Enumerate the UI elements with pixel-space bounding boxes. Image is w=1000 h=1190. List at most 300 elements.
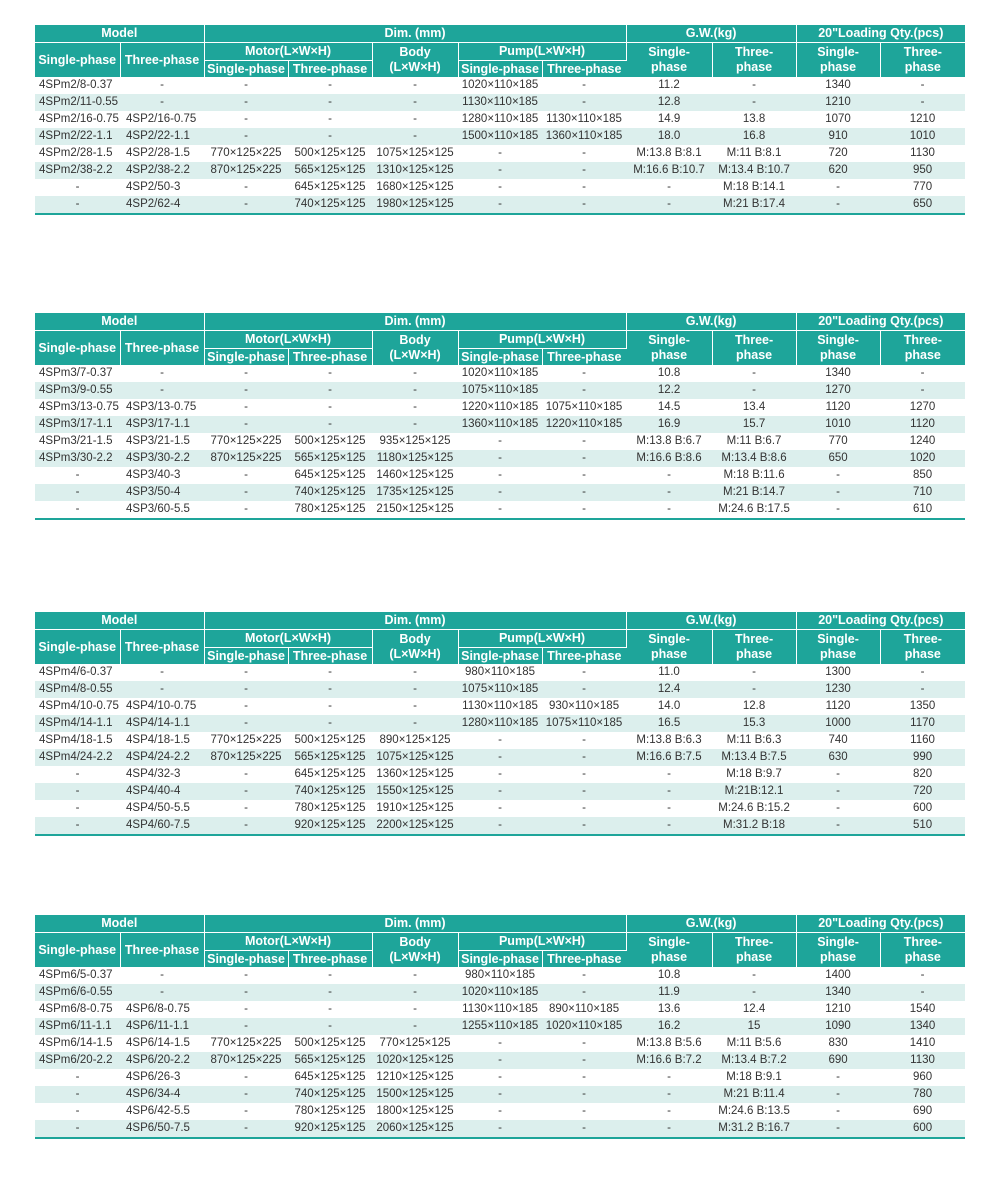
cell-gw-three-phase: 12.4 (742, 1003, 766, 1015)
cell-loading-single-phase: 1230 (796, 681, 880, 698)
cell-gw-single-phase: - (626, 817, 712, 835)
header-motor-single-phase: Single-phase (204, 951, 288, 968)
header-text-line: phase (904, 348, 941, 362)
cell-gw-three-phase: - (752, 969, 756, 981)
header-dim: Dim. (mm) (204, 915, 626, 933)
table-row (35, 1001, 965, 1018)
cell-single-phase-model: 4SPm2/38-2.2 (35, 162, 120, 179)
cell-body-dim: 1075×125×125 (376, 147, 454, 159)
cell-gw-three-phase: - (752, 666, 756, 678)
cell-single-phase-model: 4SPm4/14-1.1 (35, 715, 120, 732)
table-row (35, 365, 965, 382)
cell-pump-three-phase: - (582, 969, 586, 981)
cell-body-dim: - (372, 984, 458, 1001)
cell-gw-single-phase: 14.0 (657, 700, 681, 712)
cell-single-phase-model: - (35, 817, 120, 835)
spec-table-4sp2 (35, 25, 965, 215)
cell-loading-three-phase: 950 (880, 162, 965, 179)
header-model: Model (35, 25, 204, 43)
header-text-line: Single- (817, 333, 859, 347)
cell-loading-single-phase: - (796, 484, 880, 501)
cell-loading-single-phase: 1070 (825, 113, 851, 125)
cell-pump-single-phase: 1075×110×185 (458, 681, 542, 698)
cell-body-dim: 1460×125×125 (376, 469, 454, 481)
cell-pump-single-phase: 1255×110×185 (458, 1018, 542, 1035)
cell-single-phase-model: 4SPm3/17-1.1 (35, 416, 120, 433)
cell-motor-single-phase: - (204, 196, 288, 214)
header-motor-single-phase: Single-phase (204, 61, 288, 78)
cell-pump-three-phase: 1220×110×185 (542, 416, 626, 433)
cell-loading-single-phase: 630 (796, 749, 880, 766)
header-motor-three-phase: Three-phase (288, 61, 372, 78)
cell-loading-single-phase: 620 (796, 162, 880, 179)
cell-pump-three-phase: - (542, 484, 626, 501)
table-row (35, 128, 965, 145)
header-pump-single-phase: Single-phase (458, 648, 542, 665)
cell-single-phase-model: 4SPm4/10-0.75 (39, 700, 119, 712)
table-row (35, 817, 965, 835)
cell-loading-single-phase: 1300 (825, 666, 851, 678)
table-row (35, 77, 965, 94)
cell-single-phase-model: 4SPm3/30-2.2 (35, 450, 120, 467)
cell-three-phase-model: 4SP6/50-7.5 (120, 1120, 204, 1138)
cell-loading-three-phase: 1170 (880, 715, 965, 732)
cell-pump-three-phase: - (542, 1086, 626, 1103)
cell-pump-single-phase: 1075×110×185 (458, 382, 542, 399)
cell-loading-single-phase: - (796, 196, 880, 214)
cell-pump-three-phase: - (582, 768, 586, 780)
cell-gw-three-phase: M:24.6 B:13.5 (718, 1105, 790, 1117)
cell-pump-single-phase: - (458, 196, 542, 214)
cell-gw-three-phase: M:18 B:9.7 (726, 768, 782, 780)
cell-loading-single-phase: 830 (828, 1037, 848, 1049)
cell-three-phase-model: 4SP3/17-1.1 (120, 416, 204, 433)
cell-loading-single-phase: 1210 (796, 94, 880, 111)
cell-three-phase-model: - (120, 382, 204, 399)
cell-loading-three-phase: 1350 (909, 700, 936, 712)
header-body (372, 933, 458, 968)
spec-table-4sp3 (35, 313, 965, 520)
header-model-three-phase: Three-phase (120, 43, 204, 78)
table-row (35, 732, 965, 749)
cell-three-phase-model: - (160, 79, 164, 91)
cell-pump-single-phase: - (498, 147, 502, 159)
header-motor: Motor(L×W×H) (204, 331, 372, 349)
cell-pump-three-phase: - (542, 783, 626, 800)
header-dim: Dim. (mm) (204, 313, 626, 331)
cell-loading-three-phase: 1160 (910, 734, 935, 746)
header-model-single-phase: Single-phase (35, 43, 120, 78)
cell-loading-single-phase: - (836, 181, 840, 193)
cell-motor-three-phase: 565×125×125 (288, 162, 372, 179)
cell-body-dim: 1735×125×125 (372, 484, 458, 501)
table-body (35, 77, 965, 214)
table-row (35, 1018, 965, 1035)
cell-loading-three-phase: 1540 (909, 1003, 936, 1015)
header-loading: 20"Loading Qty.(pcs) (796, 612, 965, 630)
cell-motor-single-phase: - (204, 1018, 288, 1035)
cell-motor-three-phase: - (288, 1018, 372, 1035)
cell-body-dim: - (413, 401, 417, 413)
cell-single-phase-model: 4SPm4/8-0.55 (35, 681, 120, 698)
cell-loading-three-phase: - (920, 969, 925, 981)
cell-gw-three-phase: - (752, 79, 756, 91)
table-row (35, 984, 965, 1001)
cell-loading-three-phase: 690 (912, 1105, 933, 1117)
cell-pump-single-phase: 1130×110×185 (462, 700, 538, 712)
cell-loading-single-phase: - (836, 469, 840, 481)
cell-pump-single-phase: - (498, 1105, 502, 1117)
cell-gw-single-phase: 11.2 (658, 79, 680, 91)
cell-gw-single-phase: 12.2 (626, 382, 712, 399)
cell-single-phase-model: 4SPm3/7-0.37 (39, 367, 113, 379)
header-text-line: Body (399, 45, 431, 59)
cell-gw-single-phase: - (626, 196, 712, 214)
cell-body-dim: 1210×125×125 (376, 1071, 454, 1083)
cell-motor-three-phase: - (288, 94, 372, 111)
cell-pump-three-phase: - (582, 147, 586, 159)
cell-motor-three-phase: - (288, 416, 372, 433)
cell-gw-single-phase: 12.8 (626, 94, 712, 111)
table-row (35, 399, 965, 416)
cell-loading-three-phase: 1340 (880, 1018, 965, 1035)
header-motor: Motor(L×W×H) (204, 43, 372, 61)
table-body (35, 365, 965, 519)
cell-pump-three-phase: - (582, 802, 586, 814)
table-row (35, 1035, 965, 1052)
cell-motor-three-phase: 500×125×125 (294, 147, 366, 159)
cell-gw-single-phase: M:13.8 B:6.3 (636, 734, 702, 746)
cell-loading-single-phase: 690 (796, 1052, 880, 1069)
cell-body-dim: - (372, 715, 458, 732)
cell-body-dim: 1180×125×125 (372, 450, 458, 467)
cell-pump-single-phase: - (458, 1120, 542, 1138)
cell-motor-single-phase: - (204, 1086, 288, 1103)
header-text-line: Three- (903, 45, 942, 59)
cell-gw-single-phase: 11.9 (626, 984, 712, 1001)
cell-motor-three-phase: - (328, 401, 332, 413)
cell-loading-single-phase: 1010 (796, 416, 880, 433)
cell-motor-single-phase: - (244, 1071, 248, 1083)
cell-body-dim: - (413, 367, 417, 379)
header-loading-three-phase (880, 630, 965, 665)
cell-motor-single-phase: 870×125×225 (204, 749, 288, 766)
header-text-line: Three- (734, 333, 774, 347)
cell-loading-single-phase: 1340 (825, 79, 851, 91)
header-pump-single-phase: Single-phase (458, 61, 542, 78)
cell-pump-single-phase: - (458, 783, 542, 800)
header-model-single-phase: Single-phase (35, 630, 120, 665)
header-motor: Motor(L×W×H) (204, 933, 372, 951)
cell-pump-three-phase: - (542, 501, 626, 519)
cell-three-phase-model: 4SP2/22-1.1 (120, 128, 204, 145)
table-row (35, 162, 965, 179)
cell-motor-three-phase: 500×125×125 (294, 1037, 366, 1049)
cell-three-phase-model: 4SP3/50-4 (120, 484, 204, 501)
cell-pump-single-phase: - (458, 749, 542, 766)
cell-single-phase-model: 4SPm6/14-1.5 (39, 1037, 113, 1049)
header-body (372, 630, 458, 665)
cell-motor-single-phase: - (204, 984, 288, 1001)
cell-pump-three-phase: - (542, 162, 626, 179)
header-text-line: Single- (817, 935, 859, 949)
cell-motor-three-phase: - (328, 113, 332, 125)
cell-single-phase-model: 4SPm2/8-0.37 (39, 79, 113, 91)
cell-body-dim: 1500×125×125 (372, 1086, 458, 1103)
header-loading: 20"Loading Qty.(pcs) (796, 915, 965, 933)
cell-three-phase-model: 4SP6/20-2.2 (120, 1052, 204, 1069)
table-row (35, 433, 965, 450)
cell-pump-single-phase: 1020×110×185 (458, 984, 542, 1001)
cell-single-phase-model: 4SPm2/22-1.1 (35, 128, 120, 145)
header-pump: Pump(L×W×H) (458, 43, 626, 61)
header-gw-single-phase (626, 331, 712, 366)
cell-loading-single-phase: 910 (796, 128, 880, 145)
header-text-line: phase (735, 647, 773, 661)
header-text-line: (L×W×H) (389, 348, 441, 362)
table-row (35, 111, 965, 128)
cell-pump-three-phase: - (582, 367, 586, 379)
cell-motor-three-phase: 565×125×125 (288, 450, 372, 467)
cell-three-phase-model: 4SP4/18-1.5 (126, 734, 190, 746)
cell-pump-three-phase: - (542, 817, 626, 835)
cell-motor-three-phase: - (328, 79, 332, 91)
cell-pump-three-phase: - (582, 734, 586, 746)
cell-body-dim: - (372, 128, 458, 145)
header-pump-single-phase: Single-phase (458, 349, 542, 366)
table-row (35, 501, 965, 519)
cell-pump-three-phase: - (582, 79, 586, 91)
cell-single-phase-model: - (75, 1105, 80, 1117)
cell-loading-three-phase: - (920, 79, 925, 91)
cell-gw-single-phase: - (626, 1120, 712, 1138)
cell-loading-three-phase: 770 (912, 181, 933, 193)
cell-single-phase-model: 4SPm6/5-0.37 (39, 969, 113, 981)
header-text-line: phase (735, 60, 773, 74)
cell-gw-single-phase: M:13.8 B:6.7 (636, 435, 702, 447)
cell-gw-three-phase: M:24.6 B:17.5 (712, 501, 796, 519)
header-model: Model (35, 612, 204, 630)
cell-gw-single-phase: 13.6 (657, 1003, 681, 1015)
cell-motor-three-phase: 740×125×125 (288, 484, 372, 501)
header-loading-three-phase (880, 331, 965, 366)
header-text-line: Single- (648, 935, 690, 949)
cell-single-phase-model: - (35, 484, 120, 501)
cell-loading-three-phase: 720 (880, 783, 965, 800)
cell-loading-three-phase: 1120 (880, 416, 965, 433)
cell-gw-three-phase: - (712, 94, 796, 111)
cell-single-phase-model: 4SPm6/6-0.55 (35, 984, 120, 1001)
header-text-line: Single- (648, 45, 690, 59)
cell-motor-single-phase: - (204, 128, 288, 145)
cell-motor-single-phase: - (244, 1003, 248, 1015)
cell-pump-three-phase: 1130×110×185 (546, 113, 622, 125)
header-text-line: Three- (903, 632, 942, 646)
cell-pump-three-phase: - (582, 1105, 586, 1117)
cell-three-phase-model: - (160, 969, 164, 981)
cell-three-phase-model: 4SP3/21-1.5 (126, 435, 190, 447)
cell-loading-single-phase: - (836, 1105, 840, 1117)
header-motor-three-phase: Three-phase (288, 349, 372, 366)
cell-single-phase-model: 4SPm3/21-1.5 (39, 435, 113, 447)
cell-gw-three-phase: 15 (712, 1018, 796, 1035)
cell-single-phase-model: - (75, 181, 80, 193)
cell-gw-three-phase: M:13.4 B:7.5 (712, 749, 796, 766)
cell-gw-single-phase: - (626, 501, 712, 519)
cell-three-phase-model: 4SP2/50-3 (126, 181, 181, 193)
cell-loading-three-phase: 1240 (909, 435, 936, 447)
header-gw: G.W.(kg) (626, 25, 796, 43)
cell-single-phase-model: 4SPm4/6-0.37 (39, 666, 113, 678)
table-row (35, 715, 965, 732)
cell-motor-three-phase: - (288, 984, 372, 1001)
cell-loading-single-phase: 1340 (796, 984, 880, 1001)
cell-pump-three-phase: - (542, 749, 626, 766)
cell-pump-single-phase: - (458, 1086, 542, 1103)
header-gw-three-phase (712, 630, 796, 665)
header-text-line: Three- (903, 935, 942, 949)
cell-pump-single-phase: 1130×110×185 (458, 94, 542, 111)
cell-body-dim: - (372, 382, 458, 399)
cell-gw-three-phase: - (752, 367, 756, 379)
cell-three-phase-model: 4SP3/60-5.5 (120, 501, 204, 519)
cell-gw-single-phase: M:13.8 B:5.6 (636, 1037, 702, 1049)
header-text-line: Body (399, 935, 431, 949)
cell-loading-single-phase: 1210 (825, 1003, 851, 1015)
cell-gw-single-phase: - (667, 1105, 671, 1117)
cell-motor-three-phase: 920×125×125 (288, 1120, 372, 1138)
cell-motor-single-phase: - (204, 484, 288, 501)
cell-gw-three-phase: M:13.4 B:8.6 (712, 450, 796, 467)
cell-gw-three-phase: M:13.4 B:7.2 (712, 1052, 796, 1069)
cell-motor-three-phase: 740×125×125 (288, 783, 372, 800)
cell-body-dim: 770×125×125 (379, 1037, 451, 1049)
cell-motor-single-phase: 770×125×225 (210, 734, 282, 746)
cell-gw-single-phase: - (626, 783, 712, 800)
header-text-line: phase (819, 60, 857, 74)
cell-loading-three-phase: 1130 (910, 147, 935, 159)
cell-motor-three-phase: 645×125×125 (294, 469, 366, 481)
cell-body-dim: 2150×125×125 (372, 501, 458, 519)
header-text-line: phase (650, 647, 688, 661)
cell-gw-three-phase: 13.8 (742, 113, 766, 125)
cell-pump-single-phase: - (498, 469, 502, 481)
cell-motor-three-phase: - (288, 382, 372, 399)
header-gw: G.W.(kg) (626, 313, 796, 331)
cell-gw-three-phase: - (712, 681, 796, 698)
cell-pump-three-phase: - (582, 1037, 586, 1049)
header-text-line: phase (904, 647, 941, 661)
cell-body-dim: 1910×125×125 (376, 802, 454, 814)
cell-gw-single-phase: 16.2 (626, 1018, 712, 1035)
cell-loading-single-phase: 1400 (825, 969, 851, 981)
cell-loading-three-phase: 960 (912, 1071, 933, 1083)
cell-motor-single-phase: - (244, 768, 248, 780)
cell-pump-three-phase: - (582, 469, 586, 481)
header-loading-single-phase (796, 933, 880, 968)
cell-loading-single-phase: - (836, 1071, 840, 1083)
cell-body-dim: 1360×125×125 (376, 768, 454, 780)
table-row (35, 664, 965, 681)
cell-single-phase-model: - (35, 783, 120, 800)
cell-pump-three-phase: - (542, 681, 626, 698)
cell-gw-single-phase: M:16.6 B:7.2 (626, 1052, 712, 1069)
cell-pump-single-phase: 1280×110×185 (458, 715, 542, 732)
cell-body-dim: 1550×125×125 (372, 783, 458, 800)
header-loading-three-phase (880, 43, 965, 78)
cell-three-phase-model: 4SP6/34-4 (120, 1086, 204, 1103)
cell-gw-single-phase: M:16.6 B:7.5 (626, 749, 712, 766)
cell-three-phase-model: 4SP4/60-7.5 (120, 817, 204, 835)
header-pump: Pump(L×W×H) (458, 331, 626, 349)
cell-three-phase-model: 4SP6/11-1.1 (120, 1018, 204, 1035)
cell-motor-three-phase: 780×125×125 (288, 501, 372, 519)
header-pump-three-phase: Three-phase (542, 648, 626, 665)
table-header (35, 915, 965, 967)
cell-pump-single-phase: - (458, 1052, 542, 1069)
header-gw: G.W.(kg) (626, 915, 796, 933)
cell-pump-single-phase: - (458, 162, 542, 179)
cell-pump-single-phase: 1500×110×185 (458, 128, 542, 145)
cell-motor-single-phase: - (204, 715, 288, 732)
cell-body-dim: - (413, 666, 417, 678)
cell-single-phase-model: - (35, 501, 120, 519)
header-text-line: phase (735, 348, 773, 362)
table-row (35, 382, 965, 399)
cell-three-phase-model: 4SP4/40-4 (120, 783, 204, 800)
cell-single-phase-model: 4SPm3/9-0.55 (35, 382, 120, 399)
cell-pump-three-phase: - (542, 382, 626, 399)
cell-loading-three-phase: - (920, 367, 925, 379)
cell-gw-single-phase: 14.9 (657, 113, 681, 125)
cell-motor-single-phase: - (204, 382, 288, 399)
cell-three-phase-model: 4SP4/24-2.2 (120, 749, 204, 766)
cell-pump-three-phase: - (582, 666, 586, 678)
cell-gw-three-phase: M:21 B:11.4 (712, 1086, 796, 1103)
cell-single-phase-model: - (75, 469, 80, 481)
cell-three-phase-model: - (120, 984, 204, 1001)
cell-loading-single-phase: - (796, 817, 880, 835)
header-model: Model (35, 313, 204, 331)
cell-motor-single-phase: - (244, 700, 248, 712)
cell-body-dim: - (372, 1018, 458, 1035)
cell-single-phase-model: 4SPm6/11-1.1 (35, 1018, 120, 1035)
table-header (35, 25, 965, 77)
cell-motor-three-phase: - (328, 666, 332, 678)
header-text-line: phase (735, 950, 773, 964)
header-text-line: Single- (648, 632, 690, 646)
cell-three-phase-model: - (160, 367, 164, 379)
cell-gw-single-phase: - (667, 1071, 671, 1083)
cell-motor-three-phase: 645×125×125 (294, 181, 366, 193)
cell-body-dim: 890×125×125 (379, 734, 451, 746)
table-row (35, 1103, 965, 1120)
table-row (35, 698, 965, 715)
cell-loading-three-phase: 1010 (880, 128, 965, 145)
cell-pump-single-phase: - (458, 501, 542, 519)
cell-gw-three-phase: M:21 B:14.7 (712, 484, 796, 501)
cell-loading-three-phase: 850 (912, 469, 933, 481)
cell-loading-three-phase: 610 (880, 501, 965, 519)
cell-motor-three-phase: - (328, 1003, 332, 1015)
cell-loading-single-phase: 1090 (796, 1018, 880, 1035)
cell-motor-three-phase: - (328, 367, 332, 379)
cell-pump-single-phase: - (458, 450, 542, 467)
cell-motor-three-phase: - (288, 681, 372, 698)
cell-motor-three-phase: - (288, 715, 372, 732)
cell-motor-single-phase: 770×125×225 (210, 147, 282, 159)
table-row (35, 416, 965, 433)
